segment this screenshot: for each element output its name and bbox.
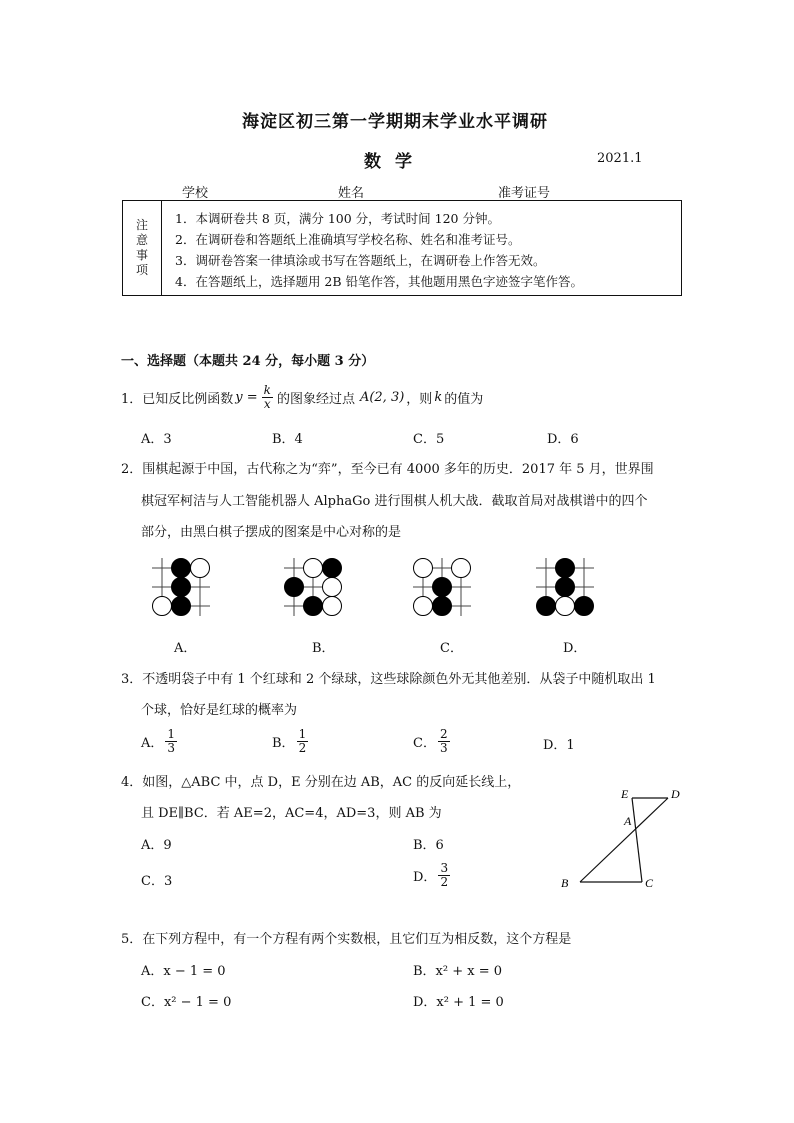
school-blank <box>208 187 274 201</box>
q3-option-b <box>272 728 310 755</box>
q1-option-b: B．4 <box>272 432 303 447</box>
q2-line: 棋冠军柯洁与人工智能机器人 AlphaGo 进行围棋人机大战．截取首局对战棋谱中的四个 <box>141 494 648 509</box>
q2-option-d: D． <box>563 641 587 656</box>
q4-option-d <box>413 862 452 889</box>
q1-point: A(2, 3) <box>359 390 405 405</box>
white-stone <box>414 597 433 616</box>
q4-option-a: A．9 <box>141 838 172 853</box>
black-stone <box>172 597 191 616</box>
white-stone <box>323 578 342 597</box>
black-stone <box>556 559 575 578</box>
label-A: A <box>624 814 632 828</box>
notice-label-char: 事 <box>135 248 148 262</box>
q2-option-c: C． <box>440 641 463 656</box>
frac-numerator: 1 <box>167 727 176 741</box>
q2-line: 2．围棋起源于中国，古代称之为“弈”，至今已有 4000 多年的历史．2017 年 5 月，世界围 <box>121 462 654 477</box>
notice-label-char: 注 <box>135 218 148 232</box>
black-stone <box>556 578 575 597</box>
q3-option-a <box>141 728 179 755</box>
frac-numerator: 1 <box>298 727 307 741</box>
white-stone <box>304 559 323 578</box>
question-1 <box>121 384 483 411</box>
q3-c-fraction <box>438 728 450 755</box>
frac-denominator: 2 <box>440 875 449 889</box>
subject-title: 数学 <box>364 152 426 172</box>
frac-numerator: 3 <box>440 861 449 875</box>
q1-option-d: D．6 <box>547 432 579 447</box>
segment-EC <box>632 798 642 882</box>
q3-option-c <box>413 728 452 755</box>
q5-text: 5．在下列方程中，有一个方程有两个实数根，且它们互为相反数，这个方程是 <box>121 932 572 947</box>
frac-numerator: k <box>263 383 271 397</box>
exam-number-field <box>498 182 616 201</box>
go-grids <box>152 558 594 616</box>
frac-denominator: 3 <box>439 741 448 755</box>
option-label: B． <box>272 736 295 751</box>
section-heading: 一、选择题（本题共 24 分，每小题 3 分） <box>121 354 375 369</box>
school-label: 学校 <box>182 186 209 201</box>
option-label: C． <box>413 736 436 751</box>
label-C: C <box>645 876 654 890</box>
label-E: E <box>621 787 629 801</box>
white-stone <box>452 559 471 578</box>
q1-text: 的图象经过点 <box>276 392 355 407</box>
black-stone <box>172 578 191 597</box>
black-stone <box>172 559 191 578</box>
q2-option-b: B． <box>312 641 335 656</box>
exam-title: 海淀区初三第一学期期末学业水平调研 <box>242 112 548 132</box>
q4-line: 4．如图，△ABC 中，点 D，E 分别在边 AB，AC 的反向延长线上， <box>121 775 521 790</box>
notice-label-char: 意 <box>135 233 148 247</box>
q5-option-b: B．x² + x = 0 <box>413 964 503 979</box>
q1-option-a: A．3 <box>141 432 172 447</box>
q2-option-a: A． <box>174 641 197 656</box>
notice-label-char: 项 <box>135 263 148 277</box>
q1-text: 的值为 <box>444 392 484 407</box>
go-figures <box>0 552 794 632</box>
q4-option-c: C．3 <box>141 874 173 889</box>
q1-option-c: C．5 <box>413 432 445 447</box>
notice-item: 3．调研卷答案一律填涂或书写在答题纸上，在调研卷上作答无效。 <box>175 253 546 268</box>
exam-number-blank <box>550 187 616 201</box>
white-stone <box>414 559 433 578</box>
white-stone <box>323 597 342 616</box>
q4-option-b: B．6 <box>413 838 444 853</box>
notice-item: 4．在答题纸上，选择题用 2B 铅笔作答，其他题用黑色字迹签字笔作答。 <box>175 274 584 289</box>
notice-item: 2．在调研卷和答题纸上准确填写学校名称、姓名和准考证号。 <box>175 232 521 247</box>
black-stone <box>433 578 452 597</box>
black-stone <box>537 597 556 616</box>
q1-text: 1．已知反比例函数 <box>121 392 234 407</box>
exam-date: 2021.1 <box>597 151 643 166</box>
segment-BD <box>580 798 668 882</box>
white-stone <box>556 597 575 616</box>
white-stone <box>191 559 210 578</box>
option-label: A． <box>141 736 164 751</box>
frac-denominator: 3 <box>167 741 176 755</box>
name-blank <box>364 187 430 201</box>
q3-b-fraction <box>297 728 309 755</box>
frac-denominator: 2 <box>298 741 307 755</box>
white-stone <box>153 597 172 616</box>
q1-fraction <box>262 384 273 411</box>
go-stones <box>153 559 594 616</box>
q3-option-d: D．1 <box>543 738 575 753</box>
black-stone <box>304 597 323 616</box>
q5-option-a: A．x − 1 = 0 <box>141 964 226 979</box>
black-stone <box>285 578 304 597</box>
black-stone <box>433 597 452 616</box>
q5-option-c: C．x² − 1 = 0 <box>141 995 232 1010</box>
q1-text: ，则 <box>406 392 433 407</box>
q4-line: 且 DE∥BC．若 AE=2，AC=4，AD=3，则 AB 为 <box>141 806 442 821</box>
q3-line: 3．不透明袋子中有 1 个红球和 2 个绿球，这些球除颜色外无其他差别．从袋子中随机取出 1 <box>121 672 656 687</box>
frac-numerator: 2 <box>439 727 448 741</box>
label-B: B <box>561 876 569 890</box>
q4-d-fraction <box>438 862 450 889</box>
exam-number-label: 准考证号 <box>498 186 551 201</box>
q1-var: k <box>434 390 443 405</box>
black-stone <box>575 597 594 616</box>
q3-a-fraction <box>165 728 177 755</box>
q5-option-d: D．x² + 1 = 0 <box>413 995 504 1010</box>
notice-box <box>122 200 682 296</box>
label-D: D <box>671 787 680 801</box>
frac-denominator: x <box>263 397 271 411</box>
option-label: D． <box>413 870 437 885</box>
q4-triangle-figure <box>555 786 695 891</box>
name-field <box>338 182 430 201</box>
black-stone <box>323 559 342 578</box>
notice-label <box>123 201 162 295</box>
school-field <box>182 182 274 201</box>
notice-item: 1．本调研卷共 8 页，满分 100 分，考试时间 120 分钟。 <box>175 211 500 226</box>
q2-line: 部分，由黑白棋子摆成的图案是中心对称的是 <box>141 525 402 540</box>
q1-lhs: y = <box>235 390 258 405</box>
q3-line: 个球，恰好是红球的概率为 <box>141 703 298 718</box>
name-label: 姓名 <box>338 186 365 201</box>
